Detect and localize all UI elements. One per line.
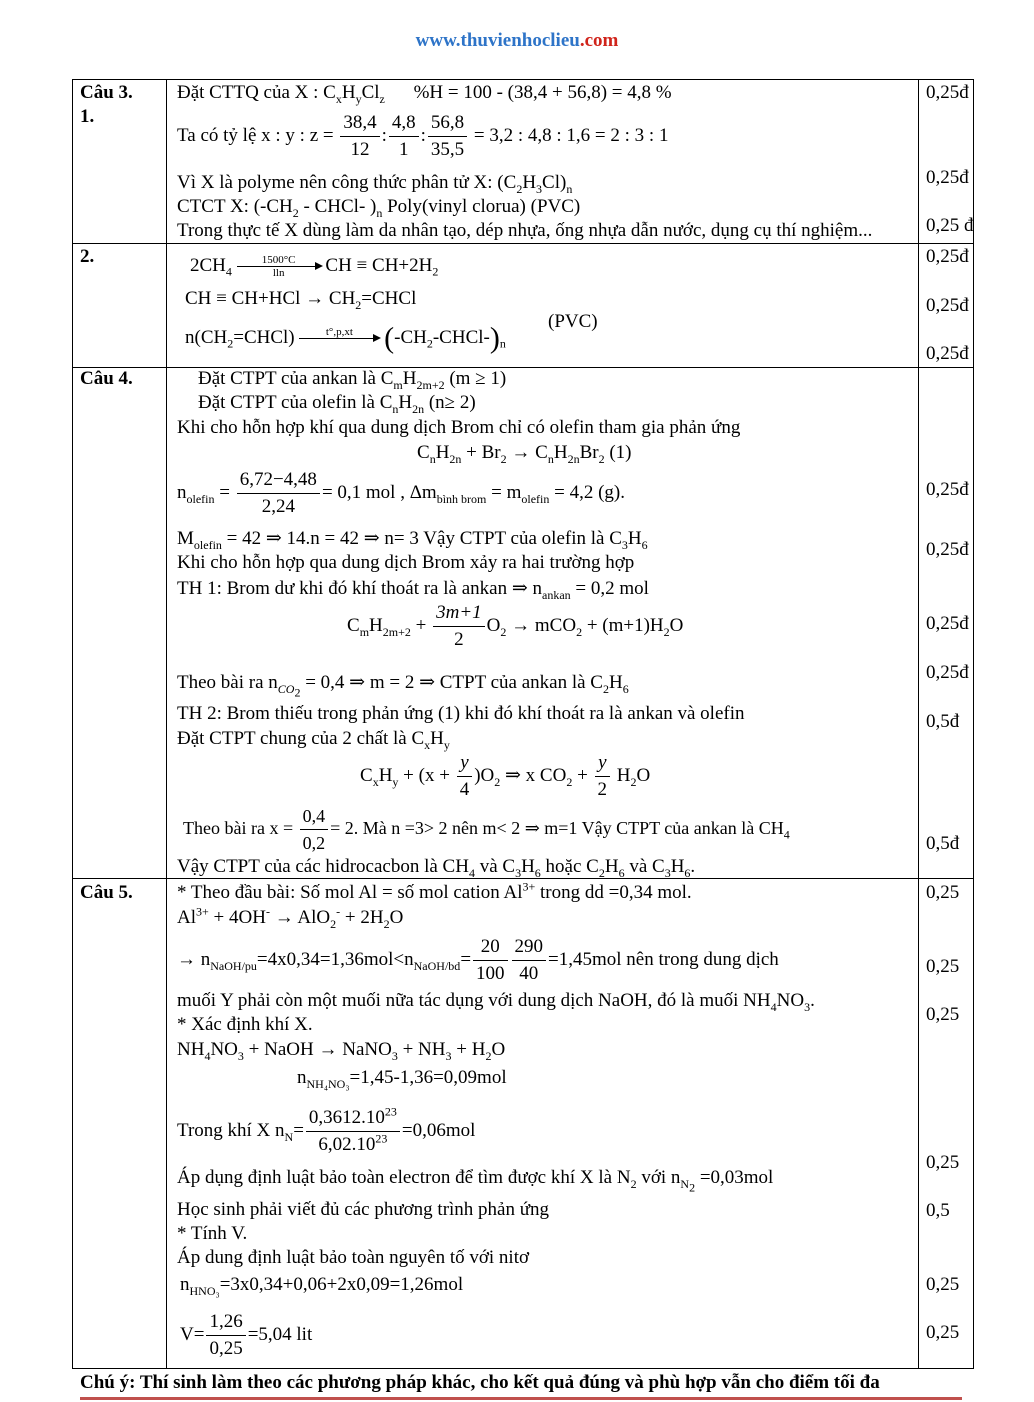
footer-note: Chú ý: Thí sinh làm theo các phương pháp khác, cho kết quả đúng và phù hợp vẫn cho điểm tối đa bbox=[80, 1372, 880, 1393]
c4-line5: $n_{olefin}$ = $\frac{6,72-4,48}{2,24}$ = 0,1 mol , $\Delta m_{bình brom} = m_{olefin} = 4,2$ (g). bbox=[177, 469, 626, 518]
score: 0,25đ bbox=[926, 246, 969, 267]
q2-pvc-label: (PVC) bbox=[548, 311, 598, 332]
c4-reaction1: $C_nH_{2n} + Br_2 \to C_nH_{2n}Br_2$ (1) bbox=[417, 442, 632, 466]
c5-line3: → $n_{NaOH/pu}=4x0,34=1,36mol<n_{NaOH/bd}=$ $\frac{20}{100}$ $\frac{290}{40}$ =1,45mol nên trong dung dịch bbox=[177, 936, 779, 985]
score: 0,25đ bbox=[926, 662, 969, 683]
c4-reaction3: $C_xH_y + (x$ + $\frac{y}{4}$ )$O_2$ ⇒ x $CO_2$ + $\frac{y}{2}$ $H_2O$ bbox=[360, 752, 651, 801]
c4-line6: $M_{olefin} = 42$ ⇒ 14.n = 42 ⇒ n= 3 Vậy CTPT của olefin là $C_3H_6$ bbox=[177, 528, 648, 552]
c5-line1: * Theo đầu bài: Số mol Al = số mol cation $Al^{3+}$ trong dd =0,34 mol. bbox=[177, 879, 692, 903]
q2-reaction3: $n(CH_2=CHCl)$ t°,p,xt $(-CH_2-CHCl-)_n$ bbox=[185, 321, 506, 355]
score: 0,25 bbox=[926, 956, 960, 977]
c5-line14: V= $\frac{1,26}{0,25}$ =5,04 lit bbox=[180, 1311, 313, 1360]
c3-line1: Đặt CTTQ của X : $C_xH_yCl_z$ %H = 100 - (38,4 + 56,8) = 4,8 % bbox=[177, 82, 672, 106]
c5-line13: $n_{HNO_3}=3x0,34+0,06+2x0,09=1,26mol$ bbox=[180, 1274, 464, 1298]
c5-line7: $n_{NH_4NO_3}=1,45-1,36=0,09mol$ bbox=[297, 1067, 507, 1091]
c4-line2: Đặt CTPT của olefin là $C_nH_{2n}$ (n≥ 2) bbox=[198, 392, 476, 416]
c5-line11: * Tính V. bbox=[177, 1223, 248, 1244]
c4-line14: Theo bài ra x = $\frac{0,4}{0,2}$ = 2. Mà n =3> 2 nên m< 2 ⇒ m=1 Vậy CTPT của ankan là $CH_4$ bbox=[183, 800, 790, 856]
label-cau3-sub: 1. bbox=[80, 106, 95, 127]
c5-line8: Trong khí X $n_N=$ $\frac{0,3612.10^{23}}{6,02.10^{23}}$ =0,06mol bbox=[177, 1104, 476, 1156]
score: 0,25 bbox=[926, 882, 960, 903]
c5-line10: Học sinh phải viết đủ các phương trình phản ứng bbox=[177, 1199, 550, 1220]
score: 0,5đ bbox=[926, 833, 960, 854]
score: 0,25 đ bbox=[926, 215, 974, 236]
c4-line3: Khi cho hỗn hợp khí qua dung dịch Brom chỉ có olefin tham gia phản ứng bbox=[177, 417, 741, 438]
label-cau5: Câu 5. bbox=[80, 882, 133, 903]
site-url-main: www.thuvienhoclieu bbox=[415, 30, 580, 51]
c5-line9: Áp dụng định luật bảo toàn electron để tìm được khí X là $N_2$ với $n_{N_2} =0,03mol$ bbox=[177, 1167, 774, 1195]
score: 0,25đ bbox=[926, 167, 969, 188]
score: 0,25 bbox=[926, 1004, 960, 1025]
score: 0,25đ bbox=[926, 479, 969, 500]
c4-line10: Theo bài ra $n_{CO_2} = 0,4$ ⇒ m = 2 ⇒ CTPT của ankan là $C_2H_6$ bbox=[177, 672, 629, 700]
label-cau4: Câu 4. bbox=[80, 368, 133, 389]
c4-line12: Đặt CTPT chung của 2 chất là $C_xH_y$ bbox=[177, 728, 450, 752]
score: 0,25đ bbox=[926, 343, 969, 364]
c3-line5: Trong thực tế X dùng làm da nhân tạo, dép nhựa, ống nhựa dẫn nước, dụng cụ thí nghiệm... bbox=[177, 220, 873, 241]
c4-line7: Khi cho hỗn hợp qua dung dịch Brom xảy ra hai trường hợp bbox=[177, 552, 635, 573]
q2-reaction1: $2CH_4$ $\frac{1500^\circ C}{lln}$ CH ≡ $CH+2H_2$ bbox=[190, 254, 439, 279]
c5-line12: Áp dung định luật bảo toàn nguyên tố với nitơ bbox=[177, 1247, 530, 1268]
label-cau3: Câu 3. bbox=[80, 82, 133, 103]
score: 0,25đ bbox=[926, 295, 969, 316]
score: 0,25 bbox=[926, 1274, 960, 1295]
c5-line6: $NH_4NO_3$ + NaOH → NaNO$_3$ + $NH_3 + H_2O$ bbox=[177, 1039, 506, 1063]
c4-reaction2: $C_mH_{2m+2}$ + $\frac{3m+1}{2}$ $O_2 \to mCO_2 + (m+1)H_2O$ bbox=[347, 602, 684, 651]
label-q2: 2. bbox=[80, 246, 95, 267]
c4-line15: Vậy CTPT của các hidrocacbon là $CH_4$ và $C_3H_6$ hoặc $C_2H_6$ và $C_3H_6$. bbox=[177, 856, 696, 880]
c5-line5: * Xác định khí X. bbox=[177, 1014, 313, 1035]
site-header bbox=[0, 30, 1034, 52]
q2-reaction2: CH ≡ $CH+HCl \to CH_2=CHCl$ bbox=[185, 288, 417, 312]
score: 0,25 bbox=[926, 1152, 960, 1173]
c4-line1: Đặt CTPT của ankan là $C_mH_{2m+2}$ (m ≥ 1) bbox=[198, 368, 507, 392]
c3-ratio: Ta có tỷ lệ x : y : z = $\frac{38,4}{12}$ : $\frac{4,8}{1}$ : $\frac{56,8}{35,5}$ = 3,2 : 4,8 : 1,6 = 2 : 3 : 1 bbox=[177, 112, 669, 161]
c5-line2: $Al^{3+} + 4OH^- \to AlO_2^- + 2H_2O$ bbox=[177, 904, 404, 931]
c4-line8: TH 1: Brom dư khi đó khí thoát ra là ankan ⇒ $n_{ankan} = 0,2$ mol bbox=[177, 578, 649, 602]
c3-line3: Vì X là polyme nên công thức phân tử X: $(C_2H_3Cl)_n$ bbox=[177, 172, 573, 196]
score: 0,25đ bbox=[926, 613, 969, 634]
footer-divider bbox=[80, 1397, 962, 1400]
c5-line4: muối Y phải còn một muối nữa tác dụng với dung dịch NaOH, đó là muối $NH_4NO_3$. bbox=[177, 990, 815, 1014]
site-url-tld: .com bbox=[579, 30, 619, 51]
score: 0,25đ bbox=[926, 82, 969, 103]
score: 0,5 bbox=[926, 1200, 950, 1221]
c4-line11: TH 2: Brom thiếu trong phản ứng (1) khi đó khí thoát ra là ankan và olefin bbox=[177, 703, 745, 724]
score: 0,25đ bbox=[926, 539, 969, 560]
score: 0,25 bbox=[926, 1322, 960, 1343]
c3-line4: CTCT X: ($-CH_2$ - CHCl- )$_n$ Poly(vinyl clorua) (PVC) bbox=[177, 196, 581, 220]
score: 0,5đ bbox=[926, 711, 960, 732]
